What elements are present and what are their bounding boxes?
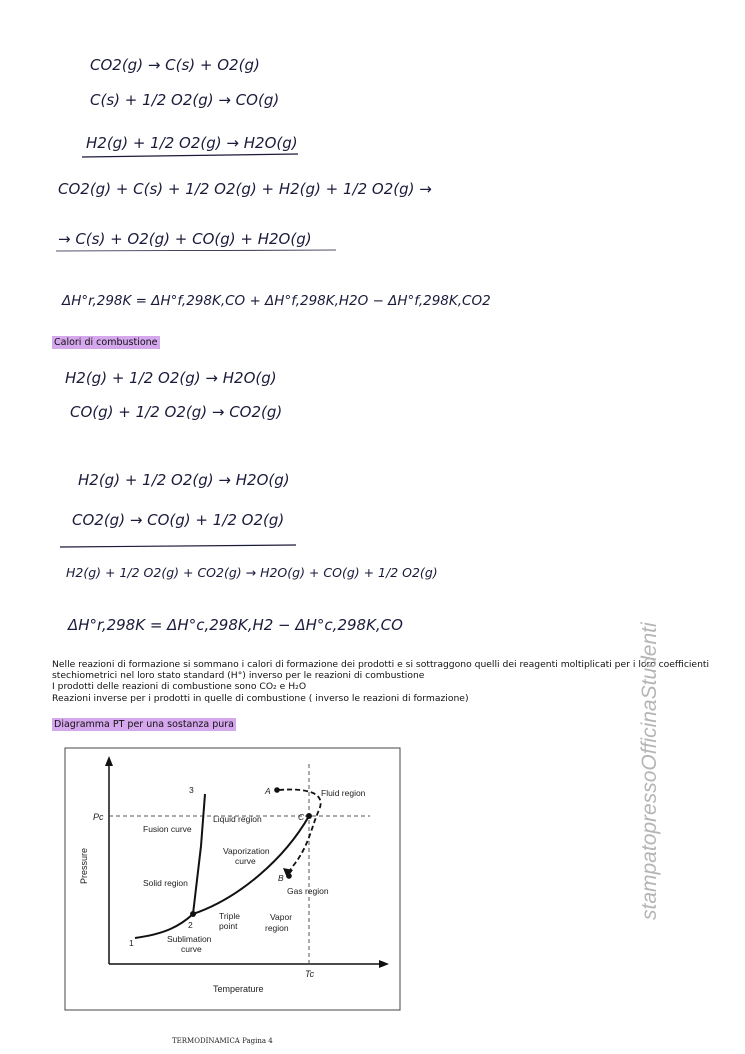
vapor-region-label-1: Vapor (270, 912, 293, 922)
point-a-label: A (265, 786, 271, 796)
para-line-2: stechiometrici nel loro stato standard (H°) inverso per le reazioni di combustione (52, 670, 425, 682)
hw2-sum-rule (60, 545, 296, 547)
hw2-line-3: H2(g) + 1/2 O2(g) → H2O(g) (78, 471, 290, 489)
hw-line-3: H2(g) + 1/2 O2(g) → H2O(g) (86, 134, 298, 152)
critical-point-marker (306, 813, 312, 819)
liquid-region-label: Liquid region (213, 814, 262, 824)
vapor-region-label-2: region (265, 923, 289, 933)
tc-label: Tc (305, 969, 315, 979)
y-axis-label: Pressure (79, 847, 89, 884)
hw-line-6: ΔH°r,298K = ΔH°f,298K,CO + ΔH°f,298K,H2O − ΔH°f,298K,CO2 (62, 293, 491, 309)
fluid-region-label: Fluid region (321, 788, 366, 798)
fusion-curve-label: Fusion curve (143, 824, 192, 834)
watermark (640, 540, 660, 920)
watermark-text: stampatopressoOfficinaStudenti (638, 622, 661, 920)
point-3-label: 3 (189, 785, 194, 795)
heading-combustion: Calori di combustione (54, 337, 158, 348)
hw2-line-6: ΔH°r,298K = ΔH°c,298K,H2 − ΔH°c,298K,CO (68, 616, 403, 634)
sublimation-label-2: curve (181, 944, 202, 954)
page-footer: TERMODINAMICA Pagina 4 (172, 1037, 273, 1045)
para-line-3: I prodotti delle reazioni di combustione sono CO₂ e H₂O (52, 681, 307, 693)
hw2-line-5: H2(g) + 1/2 O2(g) + CO2(g) → H2O(g) + CO(g) + 1/2 O2(g) (66, 565, 438, 580)
point-b-label: B (278, 873, 284, 883)
hw2-line-4: CO2(g) → CO(g) + 1/2 O2(g) (72, 511, 285, 529)
x-axis-label: Temperature (213, 984, 264, 994)
hw-line-5: → C(s) + O2(g) + CO(g) + H2O(g) (58, 230, 312, 248)
handwritten-combustion-reactions (0, 355, 745, 655)
hw-line-1: CO2(g) → C(s) + O2(g) (90, 56, 260, 74)
triple-point-marker (190, 911, 196, 917)
hw-sum-rule (82, 154, 298, 157)
vaporization-label-1: Vaporization (223, 846, 270, 856)
hw-line-4: CO2(g) + C(s) + 1/2 O2(g) + H2(g) + 1/2 O2(g) → (58, 180, 432, 198)
para-line-1: Nelle reazioni di formazione si sommano i calori di formazione dei prodotti e si sottraggono quelli dei reagenti moltiplicati per i loro coefficienti (52, 659, 710, 670)
hw2-line-1: H2(g) + 1/2 O2(g) → H2O(g) (65, 369, 277, 387)
triple-point-label-2: point (219, 921, 238, 931)
pt-phase-diagram (65, 748, 400, 1010)
gas-region-label: Gas region (287, 886, 329, 896)
para-line-4: Reazioni inverse per i prodotti in quelle di combustione ( inverso le reazioni di formazione) (52, 692, 469, 704)
point-b-marker (286, 873, 292, 879)
hw-line-2: C(s) + 1/2 O2(g) → CO(g) (90, 91, 280, 109)
vaporization-label-2: curve (235, 856, 256, 866)
point-a-marker (274, 787, 280, 793)
point-c-label: C (298, 812, 305, 822)
triple-point-label-1: Triple (219, 911, 240, 921)
pc-label: Pc (93, 812, 104, 822)
point-2-label: 2 (188, 920, 193, 930)
solid-region-label: Solid region (143, 878, 188, 888)
heading-pt-diagram: Diagramma PT per una sostanza pura (54, 719, 235, 730)
sublimation-label-1: Sublimation (167, 934, 212, 944)
point-1-label: 1 (129, 938, 134, 948)
hw2-line-2: CO(g) + 1/2 O2(g) → CO2(g) (70, 403, 283, 421)
hw-strike-rule (56, 250, 336, 251)
handwritten-formation-reactions (0, 0, 745, 330)
